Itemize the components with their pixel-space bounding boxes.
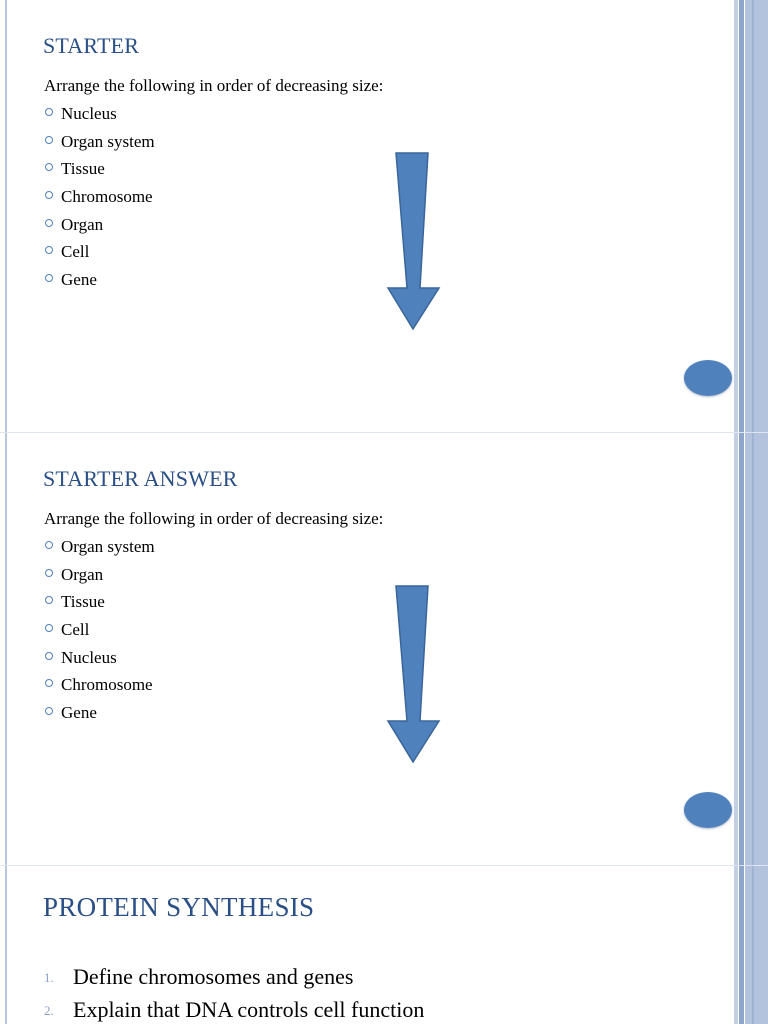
hollow-circle-bullet-icon (45, 707, 53, 715)
list-item-text: Organ system (61, 131, 155, 151)
list-item-text: Tissue (61, 159, 105, 179)
hollow-circle-bullet-icon (45, 219, 53, 227)
list-item-text: Chromosome (61, 187, 153, 207)
list-item-text: Tissue (61, 592, 105, 612)
list-item-text: Organ system (61, 537, 155, 556)
hollow-circle-bullet-icon (45, 652, 53, 660)
slide-subtitle: Arrange the following in order of decreasing size: (44, 509, 384, 528)
left-border (5, 433, 7, 865)
list-number: 2. (44, 1003, 54, 1018)
right-border (734, 433, 768, 865)
slide-title: STARTER ANSWER (43, 466, 238, 491)
list-item-text: Cell (61, 620, 90, 640)
left-border (5, 0, 7, 432)
list-item (44, 104, 155, 132)
nav-dot-icon[interactable] (684, 792, 732, 828)
slide-starter-answer (0, 433, 768, 865)
list-item (44, 159, 155, 187)
hollow-circle-bullet-icon (45, 246, 53, 254)
list-number: 1. (44, 970, 54, 985)
list-item-text: Gene (61, 270, 97, 290)
list-item (44, 620, 155, 648)
nav-dot-icon[interactable] (684, 360, 732, 396)
hollow-circle-bullet-icon (45, 191, 53, 199)
down-arrow-icon (386, 584, 442, 766)
list-item-text: Cell (61, 242, 90, 262)
list-item (44, 242, 155, 270)
list-item (44, 565, 155, 593)
list-item (44, 592, 155, 620)
list-item-text: Gene (61, 703, 97, 723)
list-item (44, 648, 155, 676)
list-item-text: Chromosome (61, 675, 153, 695)
list-item (44, 132, 155, 160)
list-item (44, 997, 424, 1024)
list-item-text: Explain that DNA controls cell function (73, 997, 425, 1022)
slide-starter (0, 0, 768, 432)
list-item (44, 270, 155, 298)
hollow-circle-bullet-icon (45, 541, 53, 549)
list-item (44, 187, 155, 215)
list-item (44, 537, 155, 565)
left-border (5, 866, 7, 1024)
hollow-circle-bullet-icon (45, 624, 53, 632)
right-border (734, 0, 768, 432)
down-arrow-icon (386, 151, 442, 333)
numbered-list (44, 964, 424, 1024)
list-item (44, 703, 155, 731)
slide-title: STARTER (43, 33, 140, 58)
bullet-list (44, 537, 155, 731)
hollow-circle-bullet-icon (45, 108, 53, 116)
list-item (44, 215, 155, 243)
list-item-text: Nucleus (61, 647, 117, 667)
hollow-circle-bullet-icon (45, 163, 53, 171)
list-item (44, 675, 155, 703)
list-item-text: Nucleus (61, 104, 117, 123)
list-item-text: Organ (61, 214, 104, 234)
hollow-circle-bullet-icon (45, 136, 53, 144)
bullet-list (44, 104, 155, 298)
list-item-text: Organ (61, 564, 104, 584)
right-border (734, 866, 768, 1024)
slide-title: PROTEIN SYNTHESIS (43, 892, 315, 922)
hollow-circle-bullet-icon (45, 679, 53, 687)
hollow-circle-bullet-icon (45, 569, 53, 577)
list-item-text: Define chromosomes and genes (73, 964, 354, 989)
hollow-circle-bullet-icon (45, 274, 53, 282)
list-item (44, 964, 424, 997)
hollow-circle-bullet-icon (45, 596, 53, 604)
slide-subtitle: Arrange the following in order of decreasing size: (44, 76, 384, 95)
slide-protein-synthesis (0, 866, 768, 1024)
